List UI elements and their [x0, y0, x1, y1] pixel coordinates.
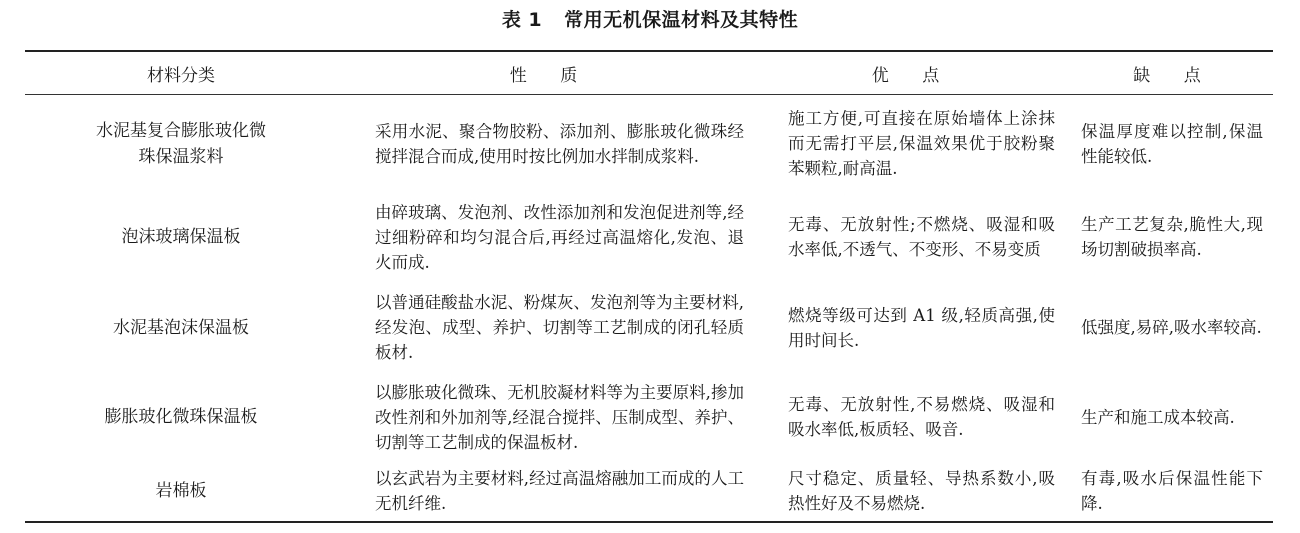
header-row — [25, 52, 1273, 95]
cell-disadvantages: 有毒,吸水后保温性能下降. — [1081, 469, 1263, 513]
header-disadvantages: 缺 点 — [1061, 52, 1273, 95]
cell-advantages: 尺寸稳定、质量轻、导热系数小,吸热性好及不易燃烧. — [788, 469, 1055, 513]
cell-properties: 以普通硅酸盐水泥、粉煤灰、发泡剂等为主要材料,经发泡、成型、养护、切割等工艺制成的闭孔轻质板材. — [375, 293, 744, 362]
category-text: 水泥基复合膨胀玻化微珠保温浆料 — [96, 120, 266, 167]
cell-advantages: 无毒、无放射性;不燃烧、吸湿和吸水率低,不透气、不变形、不易变质 — [788, 215, 1055, 259]
materials-table-container — [25, 50, 1273, 523]
cell-properties: 以玄武岩为主要材料,经过高温熔融加工而成的人工无机纤维. — [375, 469, 744, 513]
cell-properties: 以膨胀玻化微珠、无机胶凝材料等为主要原料,掺加改性剂和外加剂等,经混合搅拌、压制成型、养护、切割等工艺制成的保温板材. — [375, 382, 744, 452]
cell-category: 岩棉板 — [155, 481, 207, 501]
table-row — [25, 373, 1273, 461]
materials-table — [25, 52, 1273, 521]
cell-advantages: 施工方便,可直接在原始墙体上涂抹而无需打平层,保温效果优于胶粉聚苯颗粒,耐高温. — [788, 109, 1055, 178]
table-caption — [0, 8, 1300, 32]
cell-disadvantages: 低强度,易碎,吸水率较高. — [1081, 318, 1262, 337]
table-row — [25, 192, 1273, 282]
cell-properties: 由碎玻璃、发泡剂、改性添加剂和发泡促进剂等,经过细粉碎和均匀混合后,再经过高温熔化,发泡、退火而成. — [375, 202, 744, 272]
cell-properties: 采用水泥、聚合物胶粉、添加剂、膨胀玻化微珠经搅拌混合而成,使用时按比例加水拌制成浆料. — [375, 121, 744, 166]
header-category: 材料分类 — [25, 52, 337, 95]
cell-advantages: 无毒、无放射性,不易燃烧、吸湿和吸水率低,板质轻、吸音. — [788, 395, 1055, 439]
table-header — [25, 52, 1273, 95]
table-body — [25, 95, 1273, 522]
cell-disadvantages: 保温厚度难以控制,保温性能较低. — [1081, 121, 1263, 166]
header-properties: 性 质 — [337, 52, 750, 95]
header-advantages: 优 点 — [750, 52, 1061, 95]
table-row — [25, 95, 1273, 193]
cell-disadvantages: 生产和施工成本较高. — [1081, 407, 1235, 427]
table-row — [25, 461, 1273, 521]
cell-category: 膨胀玻化微珠保温板 — [104, 407, 258, 427]
table-title: 常用无机保温材料及其特性 — [564, 9, 799, 31]
table-row — [25, 282, 1273, 373]
table-number: 表 1 — [501, 9, 543, 31]
cell-category: 泡沫玻璃保温板 — [121, 227, 241, 247]
cell-disadvantages: 生产工艺复杂,脆性大,现场切割破损率高. — [1081, 215, 1263, 259]
cell-category — [25, 95, 337, 193]
cell-advantages: 燃烧等级可达到 A1 级,轻质高强,使用时间长. — [788, 305, 1055, 350]
cell-category: 水泥基泡沫保温板 — [113, 317, 249, 338]
